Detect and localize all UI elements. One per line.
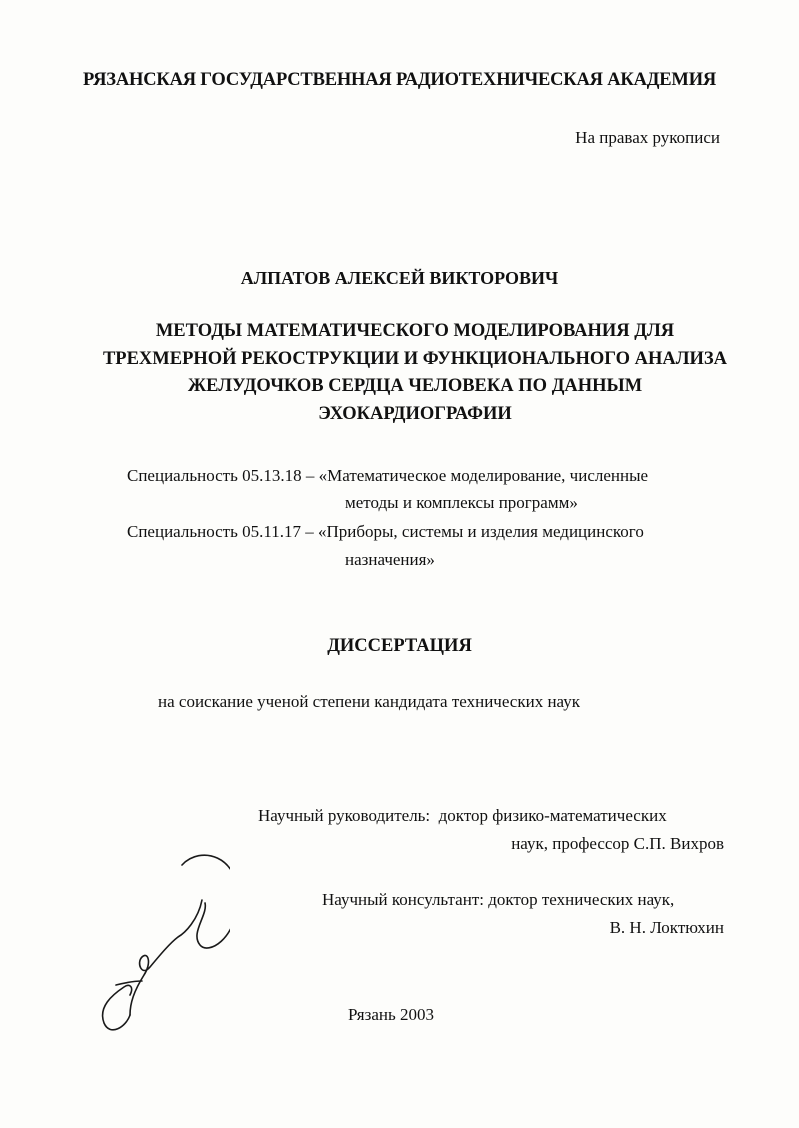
- document-type: ДИССЕРТАЦИЯ: [327, 636, 472, 656]
- consultant-line-2: В. Н. Локтюхин: [609, 918, 724, 937]
- title-line: ЖЕЛУДОЧКОВ СЕРДЦА ЧЕЛОВЕКА ПО ДАННЫМ: [187, 376, 643, 396]
- author-name: АЛПАТОВ АЛЕКСЕЙ ВИКТОРОВИЧ: [240, 268, 559, 288]
- title-line: ЭХОКАРДИОГРАФИИ: [318, 403, 512, 424]
- signature-stroke-loop: [182, 855, 230, 948]
- title-line: МЕТОДЫ МАТЕМАТИЧЕСКОГО МОДЕЛИРОВАНИЯ ДЛЯ: [155, 321, 675, 341]
- handwritten-signature: [90, 845, 230, 1045]
- supervisor-line-2: наук, профессор С.П. Вихров: [511, 834, 724, 853]
- signature-stroke-tail: [103, 985, 132, 1029]
- specialty-1-label: Специальность 05.13.18 – «Математическое моделирование, численные: [127, 466, 649, 485]
- title-line: ТРЕХМЕРНОЙ РЕКОСТРУКЦИИ И ФУНКЦИОНАЛЬНОГО АНАЛИЗА: [102, 348, 728, 369]
- specialty-1-continuation: методы и комплексы программ»: [345, 493, 578, 512]
- consultant-line-1: Научный консультант: доктор технических наук,: [322, 890, 675, 909]
- manuscript-rights-note: На правах рукописи: [575, 128, 720, 147]
- specialty-2-continuation: назначения»: [345, 550, 435, 569]
- institution-name: РЯЗАНСКАЯ ГОСУДАРСТВЕННАЯ РАДИОТЕХНИЧЕСКАЯ АКАДЕМИЯ: [82, 70, 717, 90]
- degree-statement: на соискание ученой степени кандидата технических наук: [158, 692, 581, 711]
- specialty-2-label: Специальность 05.11.17 – «Приборы, системы и изделия медицинского: [127, 522, 644, 541]
- supervisor-line-1: Научный руководитель: доктор физико-математических: [258, 806, 667, 825]
- dissertation-title: [70, 318, 760, 428]
- place-and-year: Рязань 2003: [348, 1005, 434, 1024]
- signature-stroke-body: [130, 900, 202, 1015]
